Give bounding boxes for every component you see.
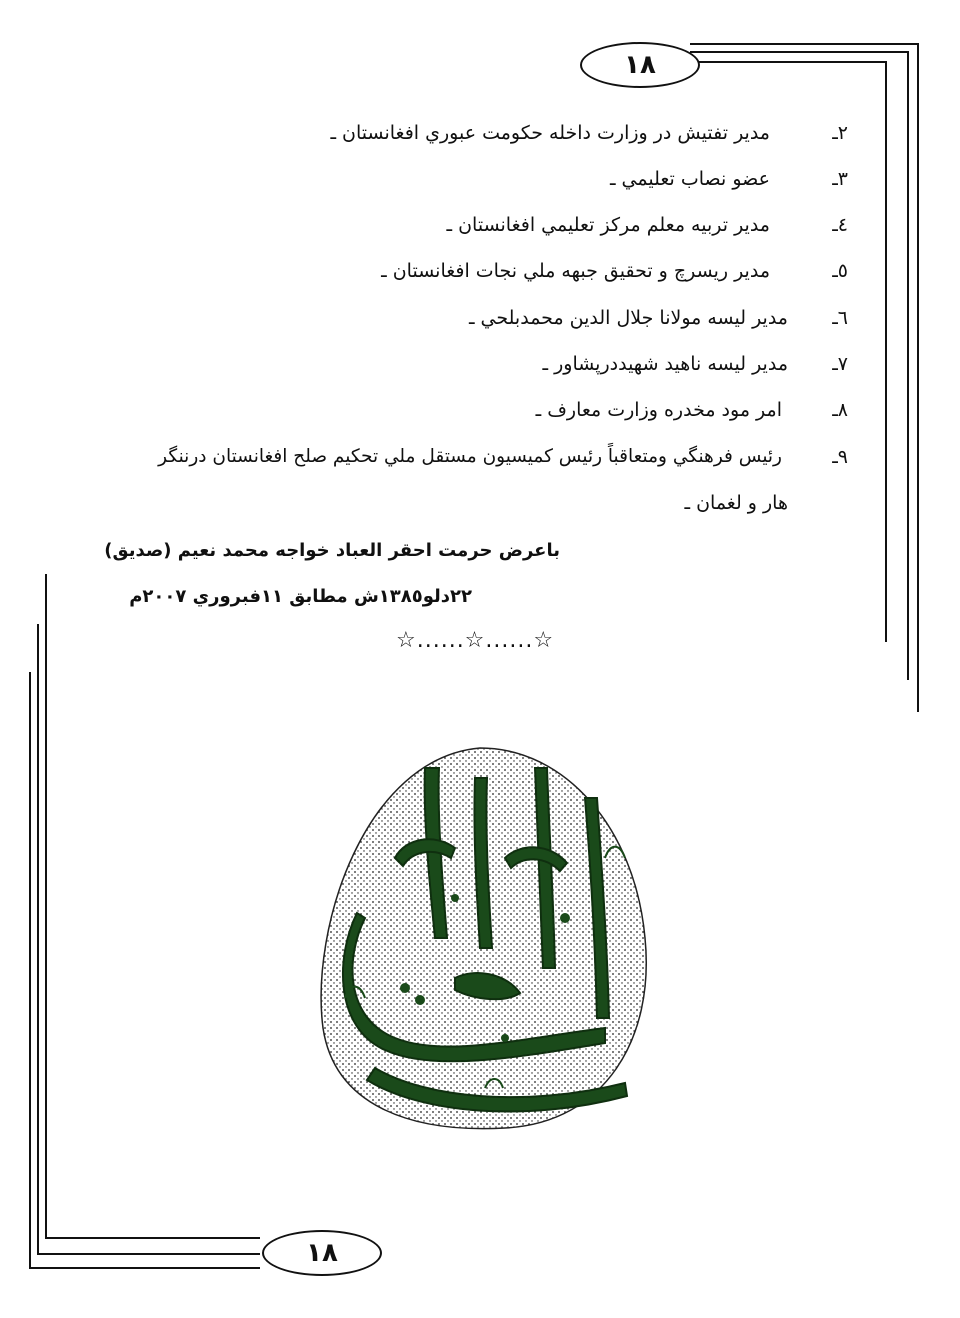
list-item: مدیر لیسه ناهید شهیددرپشاور ـ [542, 353, 788, 375]
list-number: ٦ـ [832, 307, 848, 329]
list-item: امر مود مخدره وزارت معارف ـ [535, 399, 782, 421]
list-number: ٥ـ [832, 260, 848, 282]
list-item: مدیر لیسه مولانا جلال الدین محمدبلحي ـ [468, 307, 788, 329]
list-item: رئیس فرهنگي ومتعاقباً رئیس کمیسیون مستقل ملي تحکیم صلح افغانستان درننگر [158, 446, 782, 467]
list-item: مدیر تربیه معلم مرکز تعلیمي افغانستان ـ [446, 214, 770, 236]
calligraphy-emblem-icon [305, 738, 655, 1138]
list-item: مدیر ریسرچ و تحقیق جبهه ملي نجات افغانستان ـ [381, 260, 770, 282]
list-number: ۷ـ [832, 353, 848, 375]
list-number: ۸ـ [832, 399, 848, 421]
page-number-bottom: ۱۸ [262, 1230, 382, 1276]
stars-divider: ☆......☆......☆ [396, 628, 555, 653]
list-item: مدیر تفتیش در وزارت داخله حکومت عبوري افغانستان ـ [330, 122, 770, 144]
list-number: ۹ـ [832, 446, 848, 468]
signature-name: باعرض حرمت احقر العباد خواجه محمد نعیم (صدیق) [104, 540, 560, 561]
signature-date: ۲۲دلو۱۳۸٥ش مطابق ۱۱فبروري ۲۰۰۷م [129, 586, 472, 607]
list-item: عضو نصاب تعلیمي ـ [609, 168, 770, 190]
list-item-continuation: هار و لغمان ـ [684, 492, 788, 514]
list-number: ۲ـ [832, 122, 848, 144]
page-number-top: ۱۸ [580, 42, 700, 88]
list-number: ٤ـ [832, 214, 848, 236]
list-number: ۳ـ [832, 168, 848, 190]
